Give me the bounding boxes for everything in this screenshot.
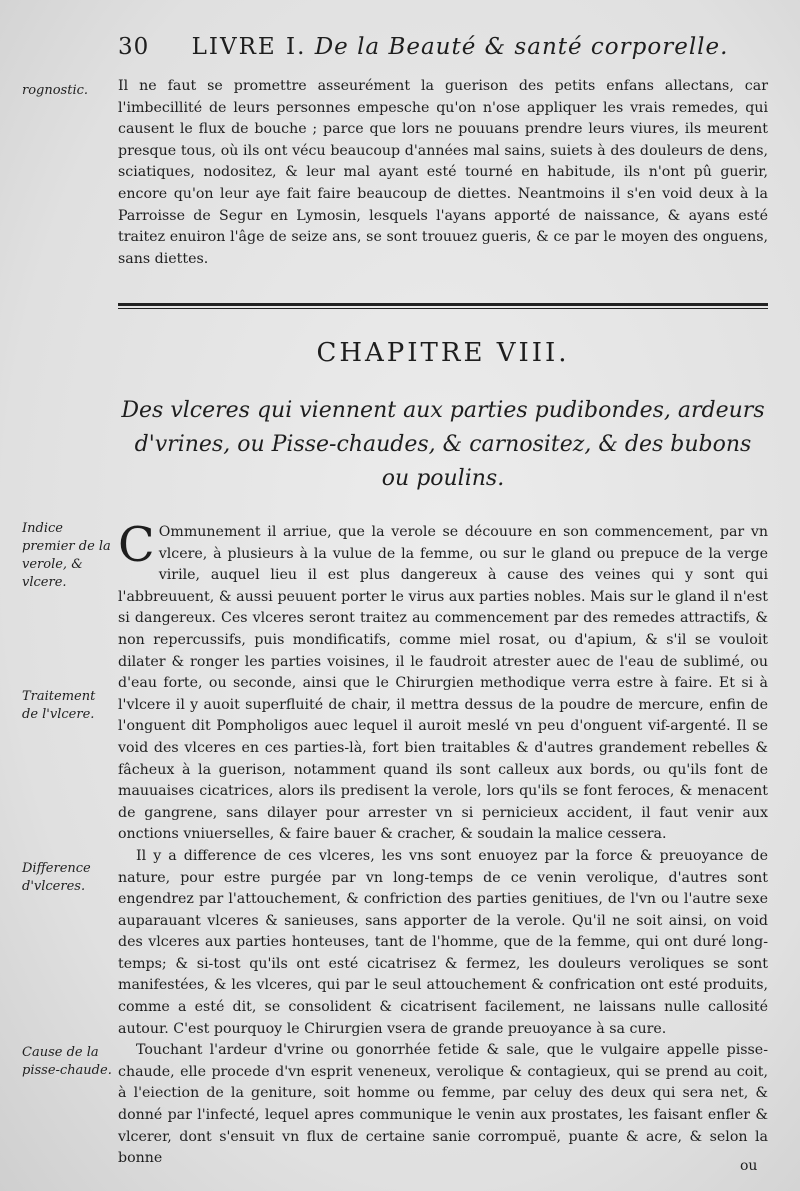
section-divider (118, 303, 768, 309)
running-header (118, 34, 768, 60)
drop-capital: C (118, 517, 155, 573)
paragraph-2: Il y a difference de ces vlceres, les vns sont enuoyez par la force & preuoyance de nature, pour estre purgée par vn long-temps de ce venin verolique, d'autres sont engendrez par l'attouchement, & confriction des parties genitiues, de l'vn ou l'autre sexe auparauant vlceres & sanieuses, sans apporter de la verole. Qu'il ne soit ainsi, on void des vlceres aux parties honteuses, tant de l'homme, que de la femme, qui ont duré long-temps; & si-tost qu'ils ont esté cicatrisez & fermez, les douleurs veroliques se sont manifestées, & les vlceres, qui par le seul attouchement & confrication ont esté produits, comme a esté dit, se consolident & cicatrisent facilement, ne laissans nulle callosité autour. C'est pourquoy le Chirurgien vsera de grande preuoyance à sa cure. (118, 847, 768, 1037)
chapter-heading: CHAPITRE VIII. (316, 338, 570, 368)
margin-note-prognostic: rognostic. (22, 83, 89, 98)
margin-note-difference: Difference d'vlceres. (22, 861, 91, 894)
intro-paragraph (118, 76, 768, 270)
chapter-body (118, 517, 768, 1170)
chapter-title: Des vlceres qui viennent aux parties pudibondes, ardeurs d'vrines, ou Pisse-chaudes, & carnositez, & des bubons ou poulins. (121, 398, 765, 491)
page-number: 30 (118, 34, 150, 60)
header-title: De la Beauté & santé corporelle. (314, 34, 729, 60)
margin-note-traitement: Traitement de l'vlcere. (22, 689, 96, 722)
catchword: ou (740, 1158, 758, 1174)
paragraph-1 (118, 517, 768, 846)
margin-note-indice: Indice premier de la verole, & vlcere. (22, 521, 111, 590)
paragraph-1-text: Ommunement il arriue, que la verole se découure en son commencement, par vn vlcere, à plusieurs à la vulue de la femme, ou sur le gland ou prepuce de la verge virile, auquel lieu il est plus dangereux à cause des veines qui y sont qui l'abbreuuent, & aussi peuuent porter le virus aux parties nobles. Mais sur le gland il n'est si dangereux. Ces vlceres seront traitez au commencement par des remedes attractifs, & non repercussifs, puis mondificatifs, comme miel rosat, ou d'apium, & s'il se vouloit dilater & ronger les parties voisines, il le faudroit atrester auec de l'eau de sublimé, ou d'eau forte, ou seconde, ainsi que le Chirurgien methodique verra estre à faire. Et si à l'vlcere il y auoit superfluité de chair, il mettra dessus de la poudre de mercure, enfin de l'onguent dit Pompholigos auec lequel il auroit meslé vn peu d'onguent vif-argenté. Il se void des vlceres en ces parties-là, fort bien traitables & d'autres grandement rebelles & fâcheux à la guerison, notamment quand ils sont calleux aux bords, ou qu'ils font de mauuaises cicatrices, alors ils predisent la verole, lors qu'ils se font feroces, & menacent de gangrene, sans dilayer pour arrester vn si pernicieux accident, il faut venir aux onctions vniuerselles, & faire bauer & cracher, & soudain la malice cessera. (118, 524, 768, 843)
intro-text: Il ne faut se promettre asseurément la guerison des petits enfans allectans, car l'imbecillité de leurs personnes empesche qu'on n'ose appliquer les vrais remedes, qui causent le flux de bouche ; parce que lors ne pouuans prendre leurs viures, ils meurent presque tous, où ils ont vécu beaucoup d'années mal sains, suiets à des douleurs de dens, sciatiques, nodositez, & leur mal ayant esté tourné en habitude, ils n'ont pû guerir, encore qu'on leur aye fait faire beaucoup de diettes. Neantmoins il s'en void deux à la Parroisse de Segur en Lymosin, lesquels l'ayans apporté de naissance, & ayans esté traitez enuiron l'âge de seize ans, se sont trouuez gueris, & ce par le moyen des onguens, sans diettes. (118, 78, 768, 267)
margin-note-cause: Cause de la pisse-chaude. (22, 1045, 112, 1078)
book-label: LIVRE I. (191, 34, 307, 60)
paragraph-3: Touchant l'ardeur d'vrine ou gonorrhée fetide & sale, que le vulgaire appelle pisse-chaude, elle procede d'vn esprit veneneux, verolique & contagieux, qui se prend au coit, à l'eiection de la geniture, soit homme ou femme, par celuy des deux qui sera net, & donné par l'infecté, lequel apres communique le venin aux prostates, les faisant enfler & vlcerer, dont s'ensuit vn flux de certaine sanie corrompuë, puante & acre, & selon la bonne (118, 1042, 768, 1167)
